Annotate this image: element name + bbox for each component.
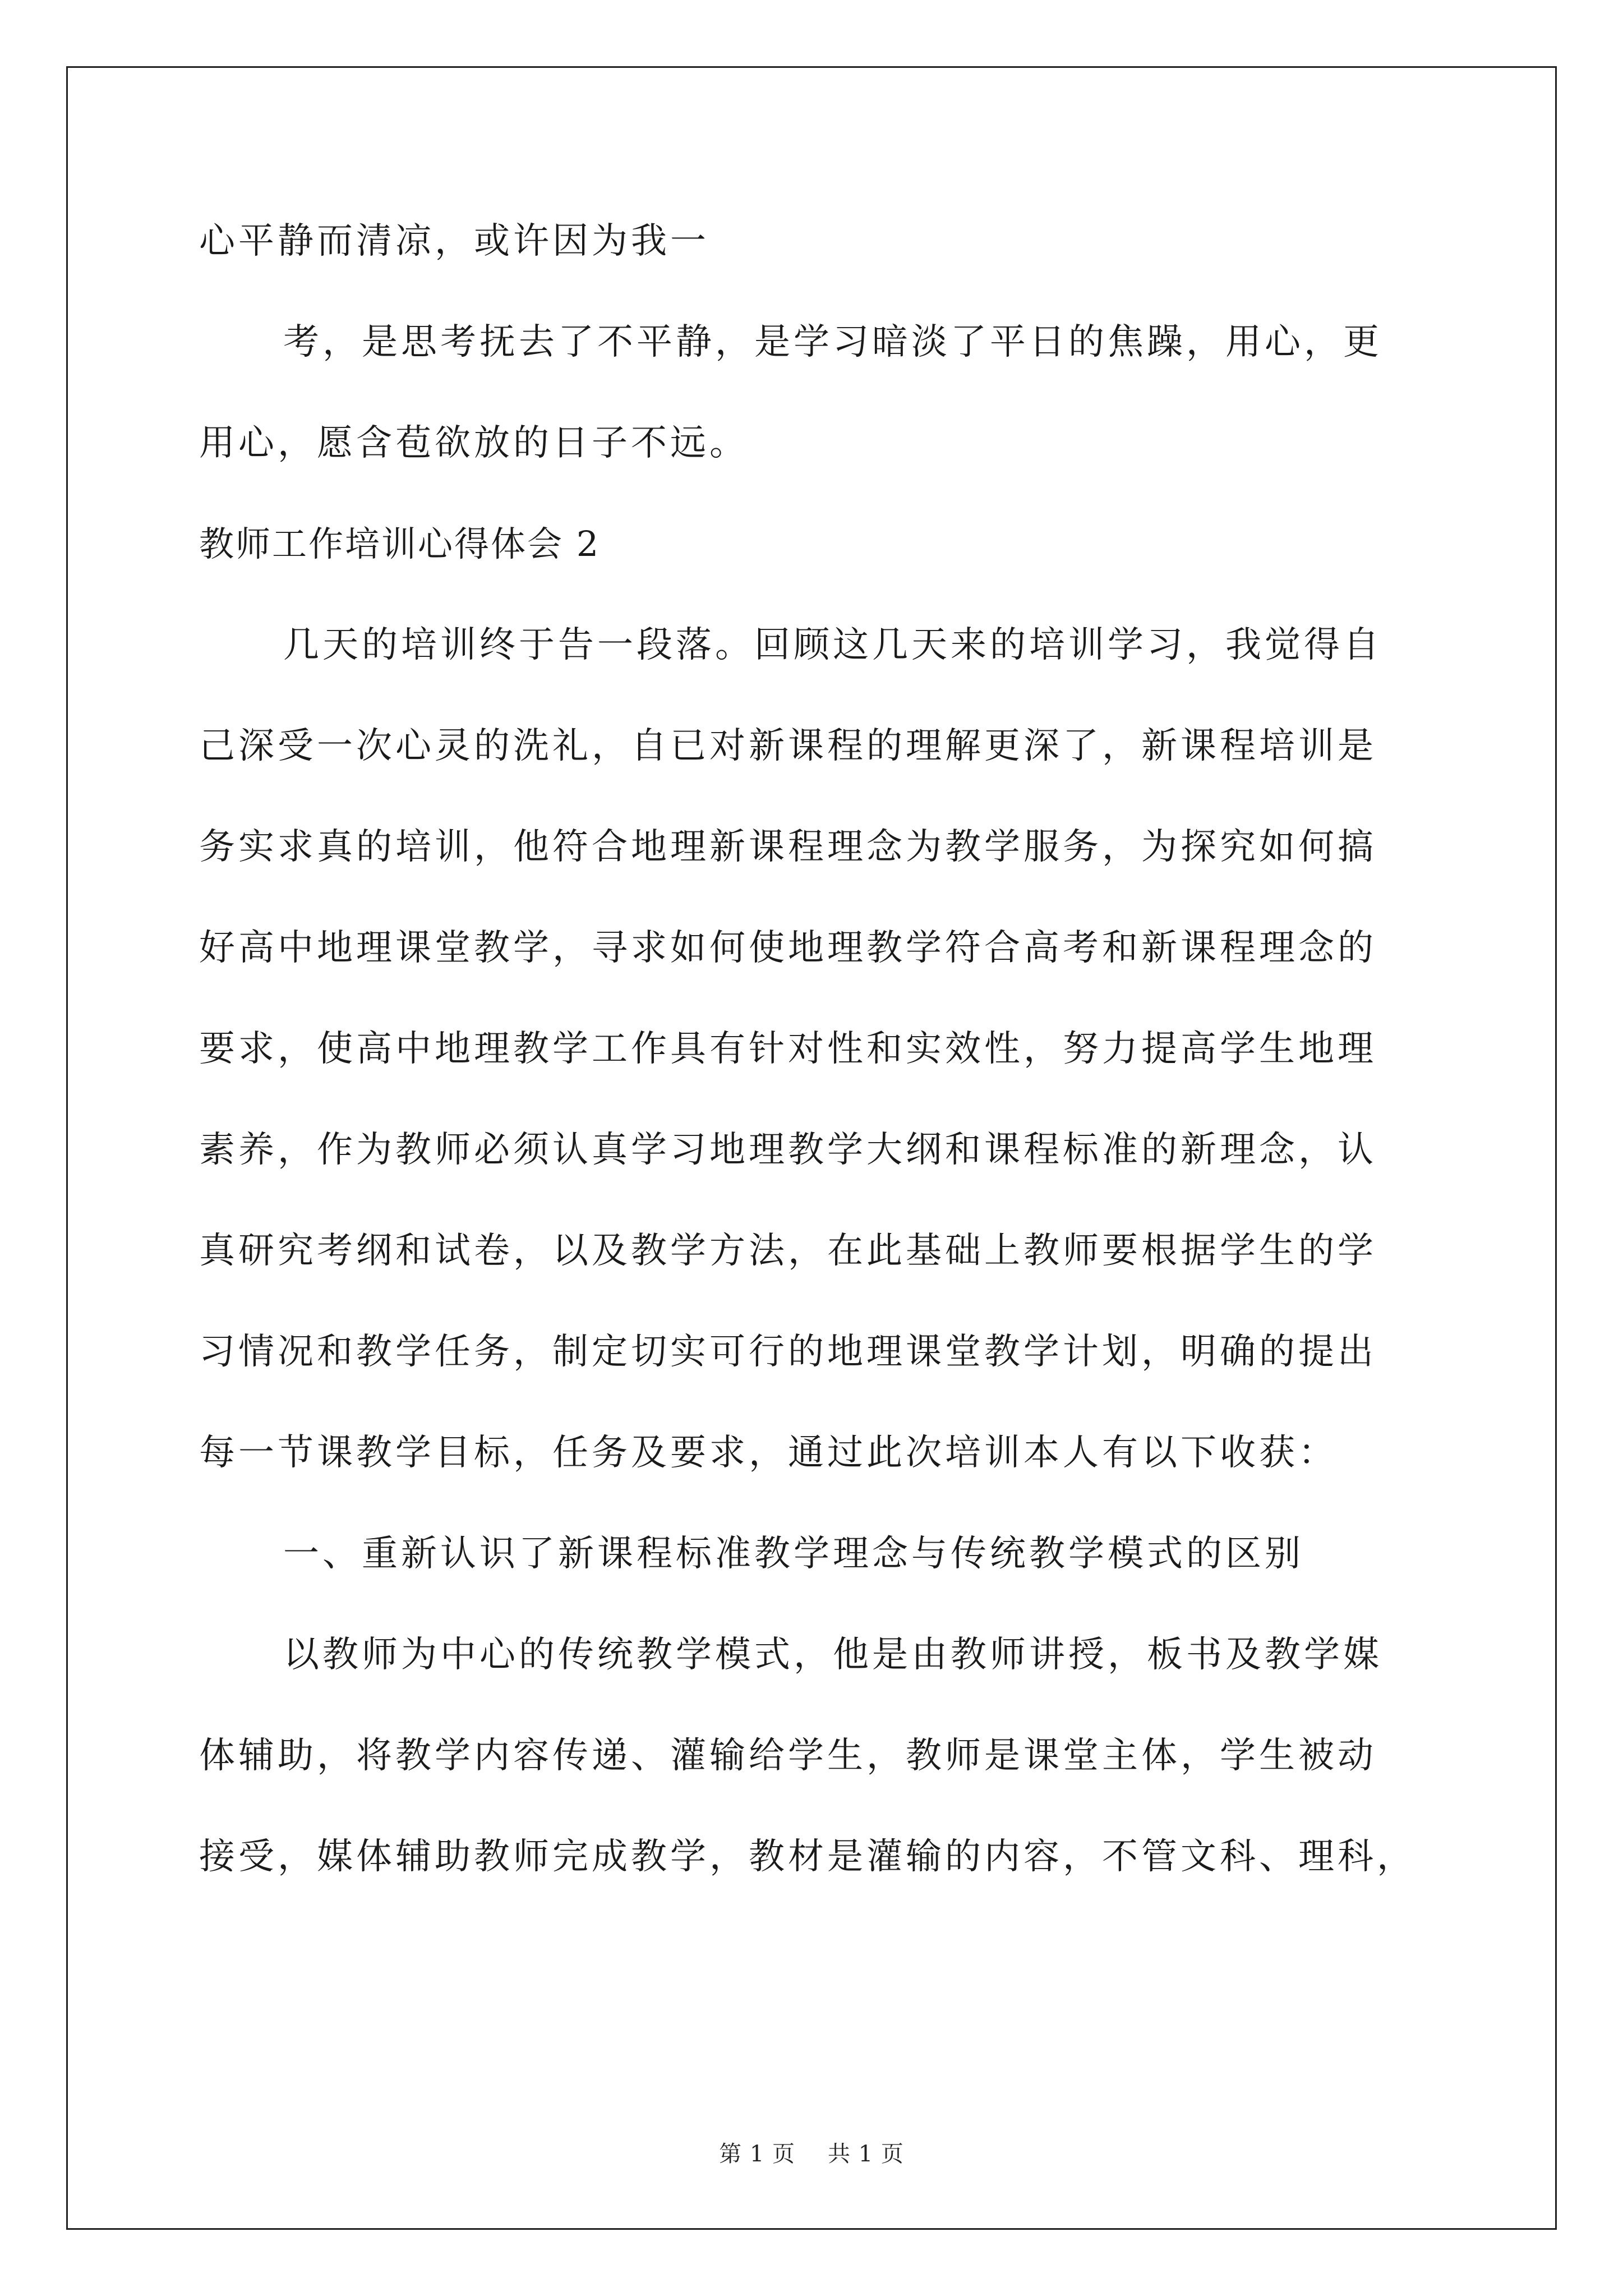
text-line-7: 务实求真的培训，他符合地理新课程理念为教学服务，为探究如何搞 [199,826,1377,868]
text-line-6: 己深受一次心灵的洗礼，自已对新课程的理解更深了，新课程培训是 [199,725,1377,767]
subheading-line: 一、重新认识了新课程标准教学理念与传统教学模式的区别 [283,1533,1304,1575]
text-line-16: 体辅助，将教学内容传递、灌输给学生，教师是课堂主体，学生被动 [199,1735,1377,1777]
page-number: 第 1 页 [719,2141,795,2167]
text-line-8: 好高中地理课堂教学，寻求如何使地理教学符合高考和新课程理念的 [199,927,1377,969]
section-heading: 教师工作培训心得体会 2 [199,523,601,564]
text-line-10: 素养，作为教师必须认真学习地理教学大纲和课程标准的新理念，认 [199,1129,1377,1171]
document-body [199,191,1430,1907]
text-line-5: 几天的培训终于告一段落。回顾这几天来的培训学习，我觉得自 [283,624,1382,666]
text-line-1: 心平静而清凉，或许因为我一 [199,220,709,262]
text-line-9: 要求，使高中地理教学工作具有针对性和实效性，努力提高学生地理 [199,1028,1377,1070]
text-line-11: 真研究考纲和试卷，以及教学方法，在此基础上教师要根据学生的学 [199,1230,1377,1272]
text-line-17: 接受，媒体辅助教师完成教学，教材是灌输的内容，不管文科、理科， [199,1836,1416,1878]
page-footer [0,2136,1623,2168]
text-line-12: 习情况和教学任务，制定切实可行的地理课堂教学计划，明确的提出 [199,1331,1377,1373]
text-line-13: 每一节课教学目标，任务及要求，通过此次培训本人有以下收获： [199,1432,1338,1474]
text-line-15: 以教师为中心的传统教学模式，他是由教师讲授，板书及教学媒 [283,1634,1382,1676]
text-line-2: 考，是思考抚去了不平静，是学习暗淡了平日的焦躁，用心，更 [283,321,1382,363]
page-total: 共 1 页 [828,2141,904,2167]
text-line-3: 用心，愿含苞欲放的日子不远。 [199,422,749,464]
